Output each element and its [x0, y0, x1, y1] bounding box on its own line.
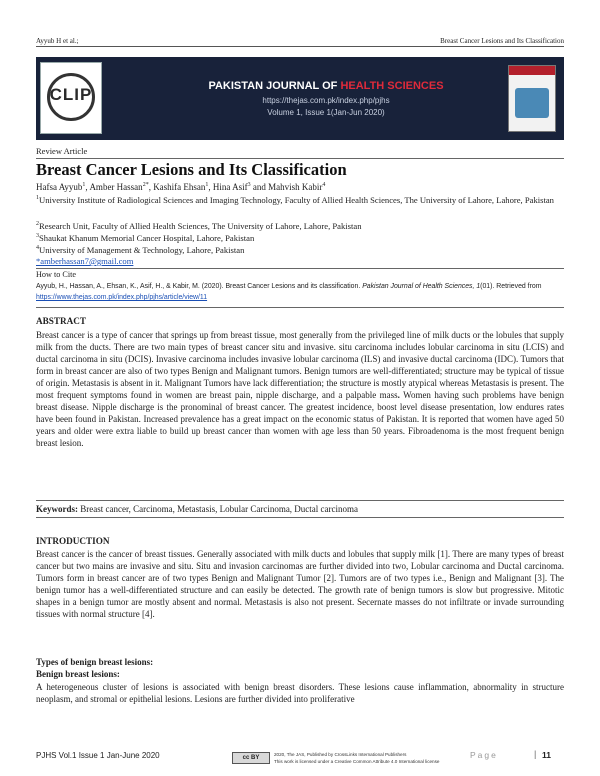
affiliation-text: University Institute of Radiological Sciences and Imaging Technology, Faculty of Allied Health Sciences, The University of Lahore, Lahore, Pakistan [39, 194, 554, 205]
running-header-authors: Ayyub H et al.; [36, 37, 79, 45]
author-affiliation-mark: 1 [82, 182, 86, 188]
introduction-heading: INTRODUCTION [36, 536, 110, 546]
article-type-divider [36, 158, 564, 159]
author-name: Hafsa Ayyub [36, 182, 83, 192]
journal-cover-image [508, 65, 556, 132]
affiliation [36, 231, 564, 243]
journal-url[interactable]: https://thejas.com.pk/index.php/pjhs [262, 96, 390, 105]
author-list: Hafsa Ayyub$^1$, Amber Hassan$^{2*}$, Kashifa Ehsan$^1$, Hina Asif$^3$ and Mahvish Kabir$^4$ [36, 182, 326, 192]
page-separator: | [534, 749, 537, 759]
citation-text [36, 281, 564, 303]
author-affiliation-mark: 4 [322, 182, 326, 188]
keywords-text: Breast cancer, Carcinoma, Metastasis, Lobular Carcinoma, Ductal carcinoma [78, 504, 359, 514]
author-affiliation-mark: 3 [247, 182, 251, 188]
affiliation-text: Research Unit, Faculty of Allied Health Sciences, The University of Lahore, Lahore, Pakistan [39, 220, 362, 231]
affiliation-text: University of Management & Technology, Lahore, Pakistan [39, 244, 245, 255]
subheading-types-benign: Types of benign breast lesions: [36, 657, 154, 667]
author-name: Kashifa Ehsan [153, 182, 206, 192]
email-divider [36, 268, 564, 269]
affiliation-mark: 4 [36, 245, 39, 251]
introduction-text: Breast cancer is the cancer of breast tissues. Generally associated with milk ducts and lobules that supply milk [1]. There are many types of breast cancer but two mains are invasive and situ. Situ and invasion carcinomas are further divided into two, Lobular carcinoma and Ductal carcinoma. Tumors form in breast cancer are of two types Benign and Malignant Tumor [2]. Tumors are of two types i.e., Benign and Malignant [3]. The benign tumor has a well-differentiated structure and can easily be detected. The growth rate of benign tumors is slow but progressive. Mitotic shapes in a benign tumor are mostly absent and normal. Metastasis is also not present. Secernate masses do not infiltrate or invade surrounding tissues with normal structure [4]. [36, 549, 564, 620]
affiliation [36, 219, 564, 231]
affiliation-mark: 3 [36, 233, 39, 239]
citation-issue: (01). Retrieved from [480, 283, 542, 290]
logo-text: CLIP [49, 85, 93, 104]
keywords-bottom-divider [36, 517, 564, 518]
author-affiliation-mark: 1 [205, 182, 209, 188]
keywords-top-divider [36, 500, 564, 501]
affiliation-mark: 1 [36, 195, 39, 201]
cc-license-icon[interactable]: cc BY [232, 752, 270, 764]
corresponding-email-link[interactable]: *amberhassan7@gmail.com [36, 256, 134, 266]
abstract-text [36, 329, 564, 449]
keywords-label: Keywords: [36, 504, 78, 514]
citation-prefix: Ayyub, H., Hassan, A., Ehsan, K., Asif, H., & Kabir, M. (2020). Breast Cancer Lesions and its classification. [36, 283, 363, 290]
running-header-title: Breast Cancer Lesions and Its Classification [440, 37, 564, 45]
publisher-logo [40, 62, 102, 134]
author-name: Amber Hassan [89, 182, 143, 192]
keywords [36, 504, 358, 514]
affiliation-text: Shaukat Khanum Memorial Cancer Hospital, Lahore, Pakistan [39, 232, 255, 243]
citation-journal: Pakistan Journal of Health Sciences, 1 [362, 283, 481, 290]
journal-banner [36, 57, 564, 140]
journal-volume: Volume 1, Issue 1(Jan-Jun 2020) [267, 108, 385, 117]
author-name: Mahvish Kabir [268, 182, 323, 192]
license-text [274, 751, 439, 765]
how-to-cite-label: How to Cite [36, 270, 77, 279]
journal-name-part1: PAKISTAN JOURNAL OF [208, 80, 341, 92]
abstract-text-part1: Breast cancer is a type of cancer that springs up from breast tissue, most generally from the privileged line of milk ducts or the lobules that supply milk from the ducts. There are two main types of breast cancer situ and invasive. situ carcinoma includes lobular carcinoma in situ (LCIS) and ductal carcinoma in situ (DCIS). Invasive carcinoma includes invasive lobular carcinoma (ILS) and invasive ductal carcinoma (IDC). Tumors that form in breast cancer are also of two types Benign and Malignant tumors. Benign tumors are well-differentiated; structure may be typical of tissue of origin. Metastasis is absent in it. Malignant Tumors have lack differentiation; the structure is mostly atypical whereas Metastasis is present. The most frequent symptoms found in women are breast pain, nipple discharge, and a palpable mass [36, 330, 564, 401]
abstract-bold-dot: . [397, 390, 400, 401]
license-line: 2020, The JAS, Published by CrossLinks International Publishers [274, 752, 407, 757]
article-title: Breast Cancer Lesions and Its Classification [36, 160, 347, 179]
journal-name [176, 80, 476, 92]
cover-header-band [509, 66, 555, 75]
benign-lesions-text: A heterogeneous cluster of lesions is associated with benign breast disorders. These lesions cause inflammation, abnormality in structure neoplasm, and stromal or epithelial lesions. Lesions are further divided into proliferative [36, 682, 564, 705]
page-label: Page [470, 750, 498, 760]
article-type: Review Article [36, 146, 88, 156]
affiliation [36, 243, 564, 255]
author-name: Hina Asif [212, 182, 248, 192]
footer-journal-issue: PJHS Vol.1 Issue 1 Jan-June 2020 [36, 751, 160, 760]
affiliation-mark: 2 [36, 221, 39, 227]
journal-name-part2: HEALTH SCIENCES [340, 80, 444, 92]
citation-divider [36, 307, 564, 308]
header-divider [36, 46, 564, 47]
citation-link[interactable]: https://www.thejas.com.pk/index.php/pjhs/article/view/11 [36, 294, 208, 301]
author-affiliation-mark: 2* [142, 182, 149, 188]
cover-illustration [515, 88, 549, 118]
affiliation [36, 193, 564, 205]
license-line: This work is licensed under a Creative Common Attribute 4.0 International license [274, 759, 440, 764]
abstract-heading: ABSTRACT [36, 316, 87, 326]
page-number: 11 [542, 750, 551, 760]
abstract-text-part2: Women having such problems have benign breast disease. Nipple discharge is the pronominal of breast cancer. The greatest incidence, boost level disease presentation, low endures rates have been found in Pakistan. Increased prevalence has a great impact on the economic status of Pakistan. It is reported that women have aged 50 years and older were extra liable to build up breast cancer than women with age less than 50 years. Fibroadenoma is the most frequent benign breast lesion. [36, 390, 565, 449]
subheading-benign-lesions: Benign breast lesions: [36, 669, 120, 679]
